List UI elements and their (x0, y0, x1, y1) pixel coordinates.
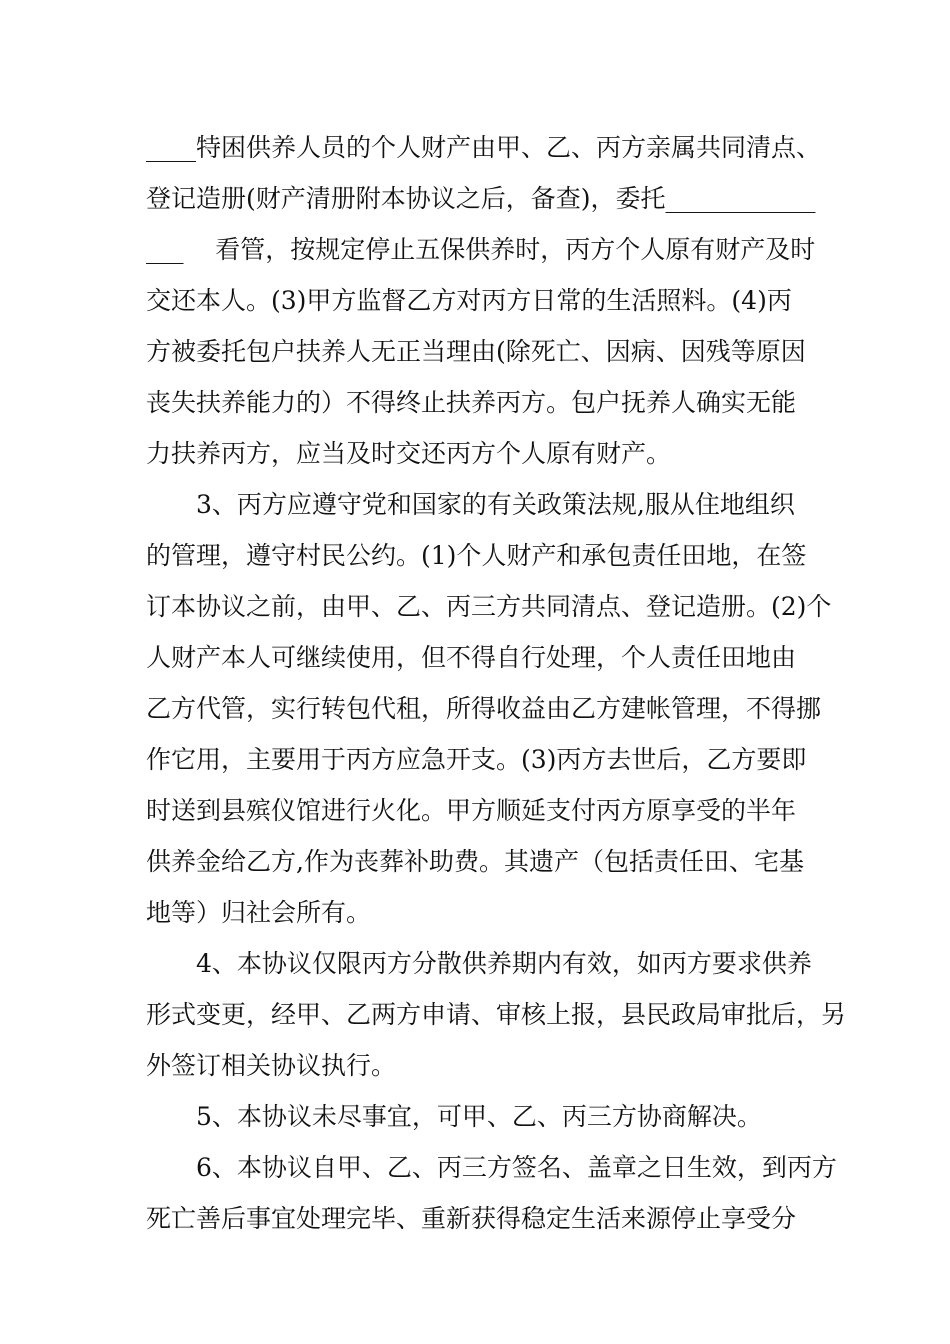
text-line: 订本协议之前，由甲、乙、丙三方共同清点、登记造册。(2)个 (146, 592, 832, 621)
text-line: 外签订相关协议执行。 (146, 1051, 397, 1080)
text-line: 力扶养丙方，应当及时交还丙方个人原有财产。 (146, 439, 672, 468)
text-line: 形式变更，经甲、乙两方申请、审核上报，县民政局审批后，另 (146, 1000, 847, 1029)
text-line: 人财产本人可继续使用，但不得自行处理，个人责任田地由 (146, 643, 797, 672)
text-line: 时送到县殡仪馆进行火化。甲方顺延支付丙方原享受的半年 (146, 796, 797, 825)
text-line: ___ 看管，按规定停止五保供养时，丙方个人原有财产及时 (146, 235, 816, 264)
text-line: 3、丙方应遵守党和国家的有关政策法规,服从住地组织 (196, 490, 795, 519)
text-line: 的管理，遵守村民公约。(1)个人财产和承包责任田地，在签 (146, 541, 807, 570)
text-line: 供养金给乙方,作为丧葬补助费。其遗产（包括责任田、宅基 (146, 847, 804, 876)
text-line: 死亡善后事宜处理完毕、重新获得稳定生活来源停止享受分 (146, 1204, 797, 1233)
text-line: 乙方代管，实行转包代租，所得收益由乙方建帐管理，不得挪 (146, 694, 822, 723)
text-line: 方被委托包户扶养人无正当理由(除死亡、因病、因残等原因 (146, 337, 806, 366)
text-line: 4、本协议仅限丙方分散供养期内有效，如丙方要求供养 (196, 949, 812, 978)
text-line: 5、本协议未尽事宜，可甲、乙、丙三方协商解决。 (196, 1102, 762, 1131)
text-line: 登记造册(财产清册附本协议之后，备查)，委托____________ (146, 184, 816, 213)
text-line: 交还本人。(3)甲方监督乙方对丙方日常的生活照料。(4)丙 (146, 286, 792, 315)
text-line: ____特困供养人员的个人财产由甲、乙、丙方亲属共同清点、 (146, 133, 822, 162)
text-line: 6、本协议自甲、乙、丙三方签名、盖章之日生效，到丙方 (196, 1153, 837, 1182)
text-line: 丧失扶养能力的）不得终止扶养丙方。包户抚养人确实无能 (146, 388, 797, 417)
text-line: 地等）归社会所有。 (146, 898, 372, 927)
text-line: 作它用，主要用于丙方应急开支。(3)丙方去世后，乙方要即 (146, 745, 807, 774)
